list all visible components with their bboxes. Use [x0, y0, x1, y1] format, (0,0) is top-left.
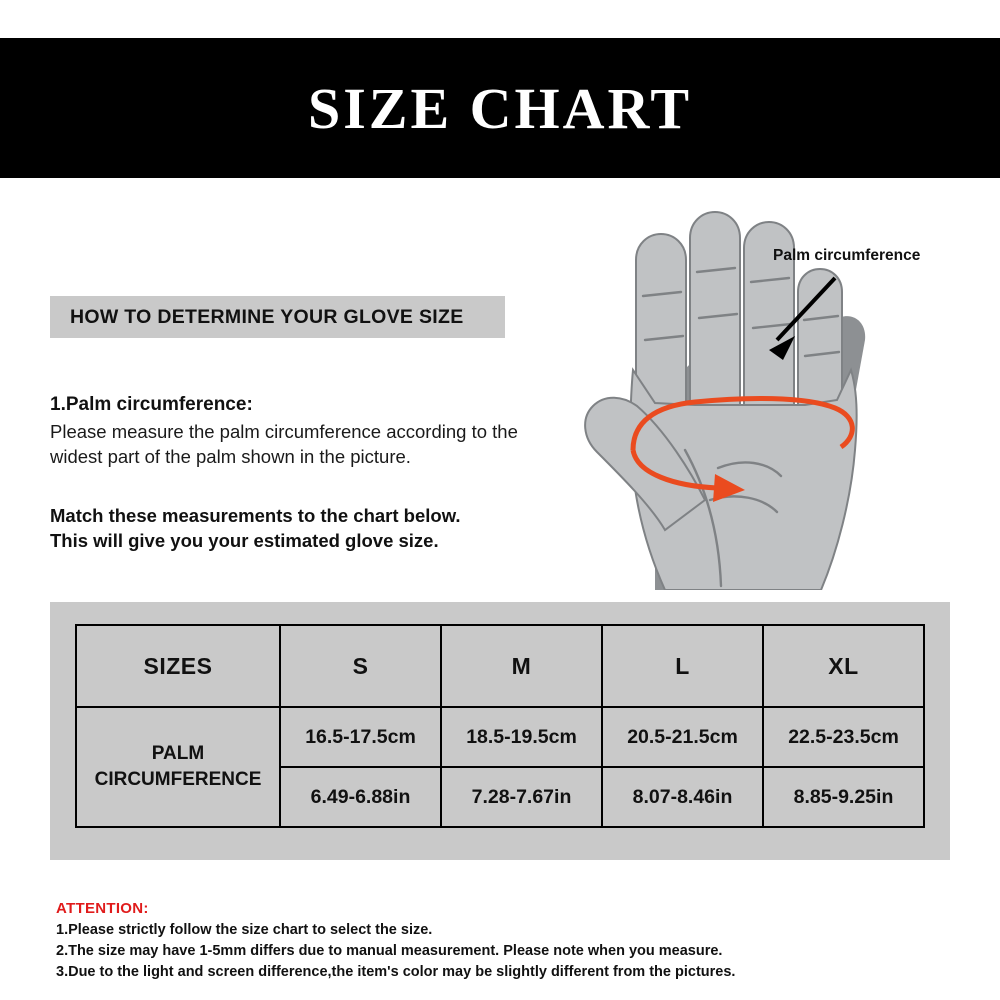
match-instruction: [50, 504, 550, 554]
row-label-line-2: CIRCUMFERENCE: [94, 769, 262, 790]
attention-line-1: 1.Please strictly follow the size chart to select the size.: [56, 922, 433, 938]
table-header-row: [76, 625, 924, 707]
table-header-size-l: L: [602, 625, 763, 707]
cell-cm-m: 18.5-19.5cm: [441, 707, 602, 767]
table-header-size-xl: XL: [763, 625, 924, 707]
size-table: [75, 624, 925, 828]
size-table-panel: [50, 602, 950, 860]
cell-cm-xl: 22.5-23.5cm: [763, 707, 924, 767]
callout-label: Palm circumference: [773, 247, 921, 264]
page-title: SIZE CHART: [307, 75, 693, 141]
hand-illustration: [505, 200, 975, 590]
table-row: [76, 707, 924, 767]
table-header-size-s: S: [280, 625, 441, 707]
cell-in-xl: 8.85-9.25in: [763, 767, 924, 827]
section-heading-bar: [50, 296, 505, 338]
attention-section: [56, 900, 956, 980]
attention-line-2: 2.The size may have 1-5mm differs due to manual measurement. Please note when you measure.: [56, 943, 723, 959]
row-label-line-1: PALM: [151, 743, 205, 765]
section-heading-text: HOW TO DETERMINE YOUR GLOVE SIZE: [70, 305, 464, 328]
instruction-item-title: 1.Palm circumference:: [50, 394, 253, 415]
attention-line-3: 3.Due to the light and screen difference,the item's color may be slightly different from the pictures.: [56, 964, 736, 980]
cell-in-m: 7.28-7.67in: [441, 767, 602, 827]
row-label-palm-circumference: [76, 707, 280, 827]
attention-title: ATTENTION:: [56, 900, 149, 917]
instructions-section: [50, 296, 520, 554]
header-banner: [0, 38, 1000, 178]
cell-in-s: 6.49-6.88in: [280, 767, 441, 827]
instruction-item-body: Please measure the palm circumference according to the widest part of the palm shown in the picture.: [50, 421, 518, 467]
cell-cm-s: 16.5-17.5cm: [280, 707, 441, 767]
table-header-sizes: SIZES: [76, 625, 280, 707]
table-header-size-m: M: [441, 625, 602, 707]
cell-in-l: 8.07-8.46in: [602, 767, 763, 827]
cell-cm-l: 20.5-21.5cm: [602, 707, 763, 767]
match-instruction-line-2: This will give you your estimated glove size.: [50, 529, 439, 551]
match-instruction-line-1: Match these measurements to the chart below.: [50, 504, 461, 526]
